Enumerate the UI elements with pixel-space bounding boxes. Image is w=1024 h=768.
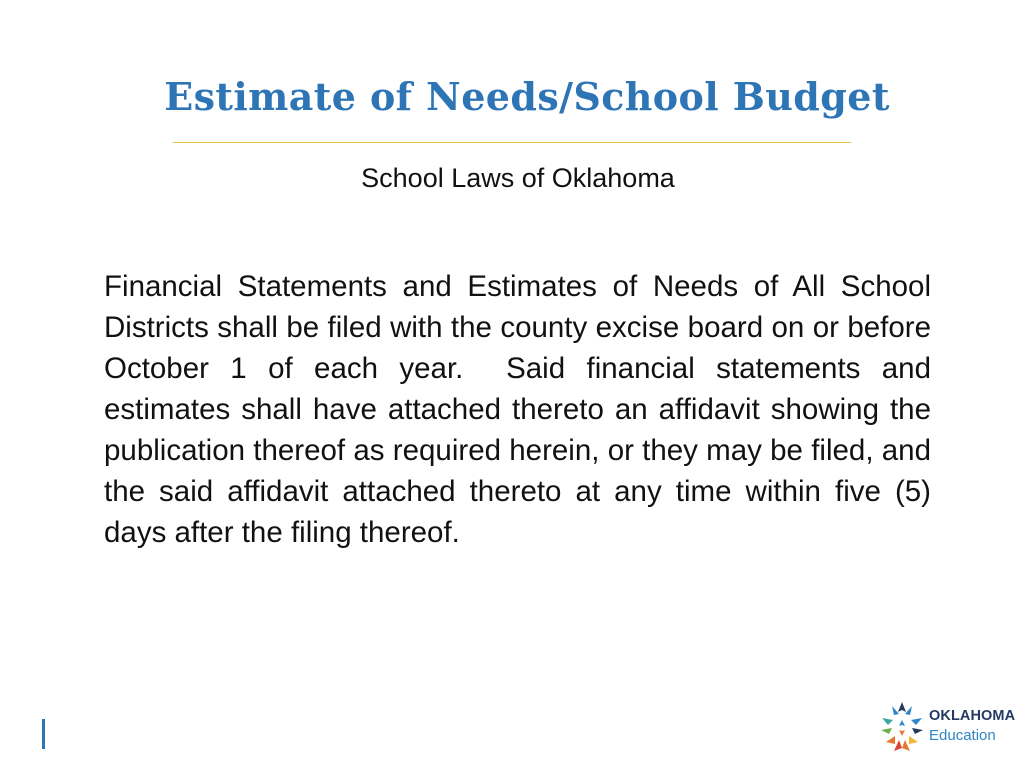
slide-subtitle: School Laws of Oklahoma [361, 163, 675, 193]
slide-side-marker [42, 719, 45, 749]
body-paragraph: Financial Statements and Estimates of Needs of All School Districts shall be filed with the county excise board on or before October 1 of each year. Said financial statements and estimates shall have attached thereto an affidavit showing the publication thereof as required herein, or they may be filed, and the said affidavit attached thereto at any time within five (5) days after the filing thereof. [104, 270, 940, 549]
logo-text-oklahoma: OKLAHOMA [929, 708, 1016, 724]
oklahoma-star-mark-icon [878, 698, 926, 756]
logo-text-education: Education [929, 727, 996, 744]
title-divider [173, 142, 851, 143]
slide-title: Estimate of Needs/School Budget [164, 74, 890, 119]
oklahoma-education-logo [878, 698, 1016, 756]
